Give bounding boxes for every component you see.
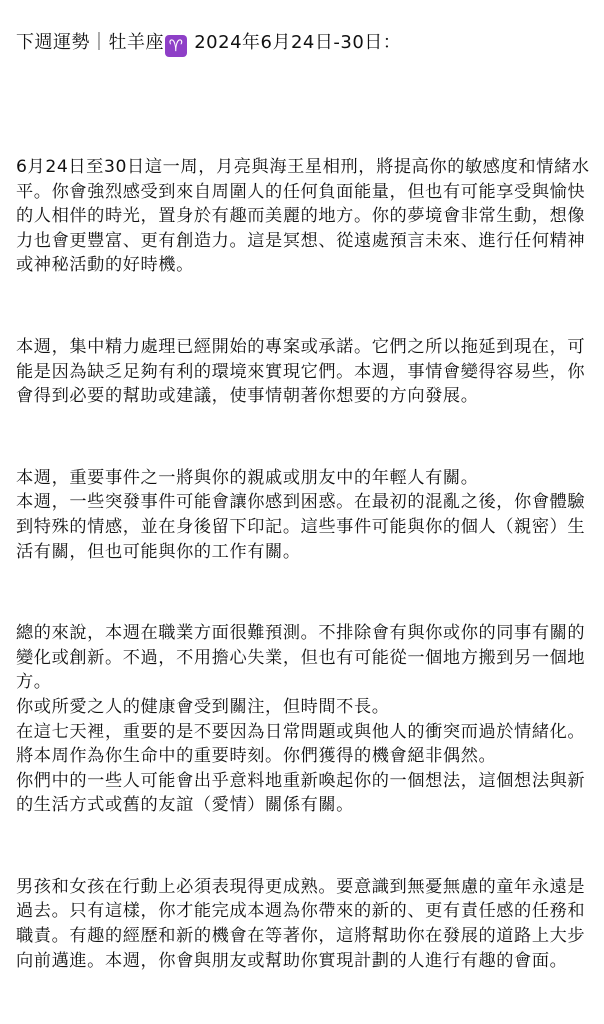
- horoscope-content: [16, 155, 590, 973]
- paragraph-career-health: 總的來說，本週在職業方面很難預測。不排除會有與你或你的同事有關的變化或創新。不過，不用擔心失業，但也有可能從一個地方搬到另一個地方。 你或所愛之人的健康會受到關注，但時間不長。 在這七天裡，重要的是不要因為日常問題或與他人的衝突而過於情緒化。 將本周作為你生命中的重要時刻。你們獲得的機會絕非偶然。 你們中的一些人可能會出乎意料地重新喚起你的一個想法，這個想法與新的生活方式或舊的友誼（愛情）關係有關。: [16, 623, 586, 816]
- title-prefix: 下週運勢｜牡羊座: [16, 32, 164, 53]
- aries-zodiac-icon: ♈: [165, 35, 187, 57]
- paragraph-relatives-events: 本週，重要事件之一將與你的親戚或朋友中的年輕人有關。 本週，一些突發事件可能會讓你感到困惑。在最初的混亂之後，你會體驗到特殊的情感，並在身後留下印記。這些事件可能與你的個人（親密）生活有關，但也可能與你的工作有關。: [16, 467, 586, 562]
- page-title: [16, 30, 590, 57]
- paragraph-projects: 本週，集中精力處理已經開始的專案或承諾。它們之所以拖延到現在，可能是因為缺乏足夠有利的環境來實現它們。本週，事情會變得容易些，你會得到必要的幫助或建議，使事情朝著你想要的方向發展。: [16, 336, 586, 407]
- paragraph-youth-maturity: 男孩和女孩在行動上必須表現得更成熟。要意識到無憂無慮的童年永遠是過去。只有這樣，你才能完成本週為你帶來的新的、更有責任感的任務和職責。有趣的經歷和新的機會在等著你，這將幫助你在發展的道路上大步向前邁進。本週，你會與朋友或幫助你實現計劃的人進行有趣的會面。: [16, 876, 586, 971]
- paragraph-moon-neptune: 6月24日至30日這一周，月亮與海王星相刑，將提高你的敏感度和情緒水平。你會強烈感受到來自周圍人的任何負面能量，但也有可能享受與愉快的人相伴的時光，置身於有趣而美麗的地方。你的夢境會非常生動，想像力也會更豐富、更有創造力。這是冥想、從遠處預言未來、進行任何精神或神秘活動的好時機。: [16, 157, 590, 276]
- title-date-range: 2024年6月24日-30日：: [188, 32, 402, 53]
